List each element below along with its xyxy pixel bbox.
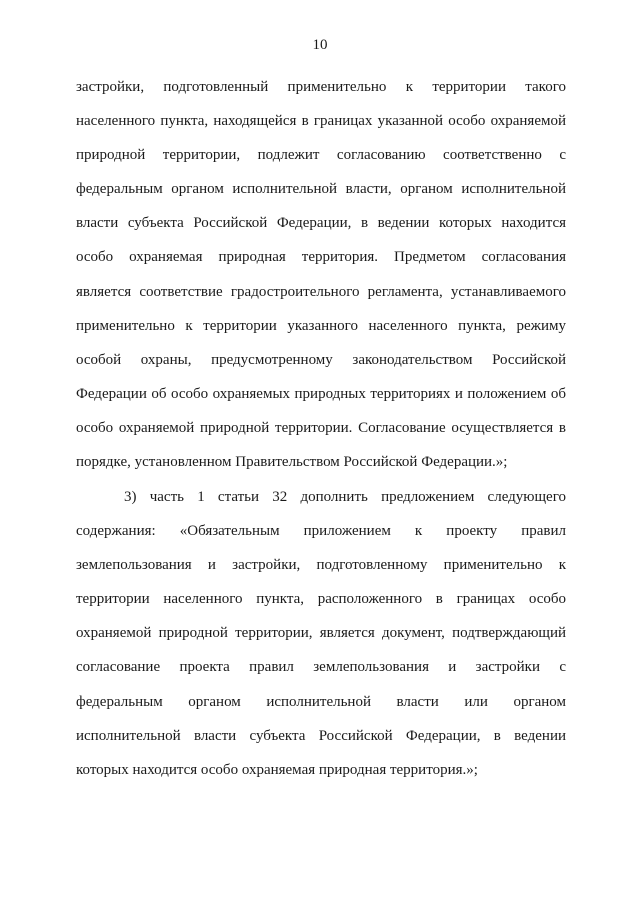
text-line: порядке, установленном Правительством Российской Федерации.»; <box>76 454 508 471</box>
text-line: исполнительной власти субъекта Российской Федерации, в ведении <box>76 727 566 744</box>
text-line: содержания: «Обязательным приложением к проекту правил <box>76 523 566 540</box>
text-line: природной территории, подлежит согласованию соответственно с <box>76 147 566 164</box>
text-line: федеральным органом исполнительной власти, органом исполнительной <box>76 181 566 198</box>
text-line: особо охраняемая природная территория. Предметом согласования <box>76 249 566 266</box>
text-line: согласование проекта правил землепользования и застройки с <box>76 659 566 676</box>
text-line: территории населенного пункта, расположенного в границах особо <box>76 591 566 608</box>
text-line: землепользования и застройки, подготовленному применительно к <box>76 557 566 574</box>
text-line: власти субъекта Российской Федерации, в ведении которых находится <box>76 215 566 232</box>
text-line: населенного пункта, находящейся в границах указанной особо охраняемой <box>76 113 566 130</box>
text-line: федеральным органом исполнительной власти или органом <box>76 693 566 710</box>
text-line: является соответствие градостроительного регламента, устанавливаемого <box>76 283 566 300</box>
text-line: особо охраняемой природной территории. Согласование осуществляется в <box>76 419 566 436</box>
text-line: 3) часть 1 статьи 32 дополнить предложением следующего <box>124 489 566 505</box>
text-line: Федерации об особо охраняемых природных территориях и положением об <box>76 385 566 402</box>
paragraph-continuation <box>76 70 566 479</box>
text-line: особой охраны, предусмотренному законодательством Российской <box>76 351 566 368</box>
paragraph-item-3 <box>76 480 566 787</box>
text-line: застройки, подготовленный применительно к территории такого <box>76 79 566 95</box>
text-line: охраняемой природной территории, является документ, подтверждающий <box>76 625 566 642</box>
text-line: которых находится особо охраняемая природная территория.»; <box>76 761 478 778</box>
page-number: 10 <box>312 37 328 53</box>
text-line: применительно к территории указанного населенного пункта, режиму <box>76 317 566 334</box>
